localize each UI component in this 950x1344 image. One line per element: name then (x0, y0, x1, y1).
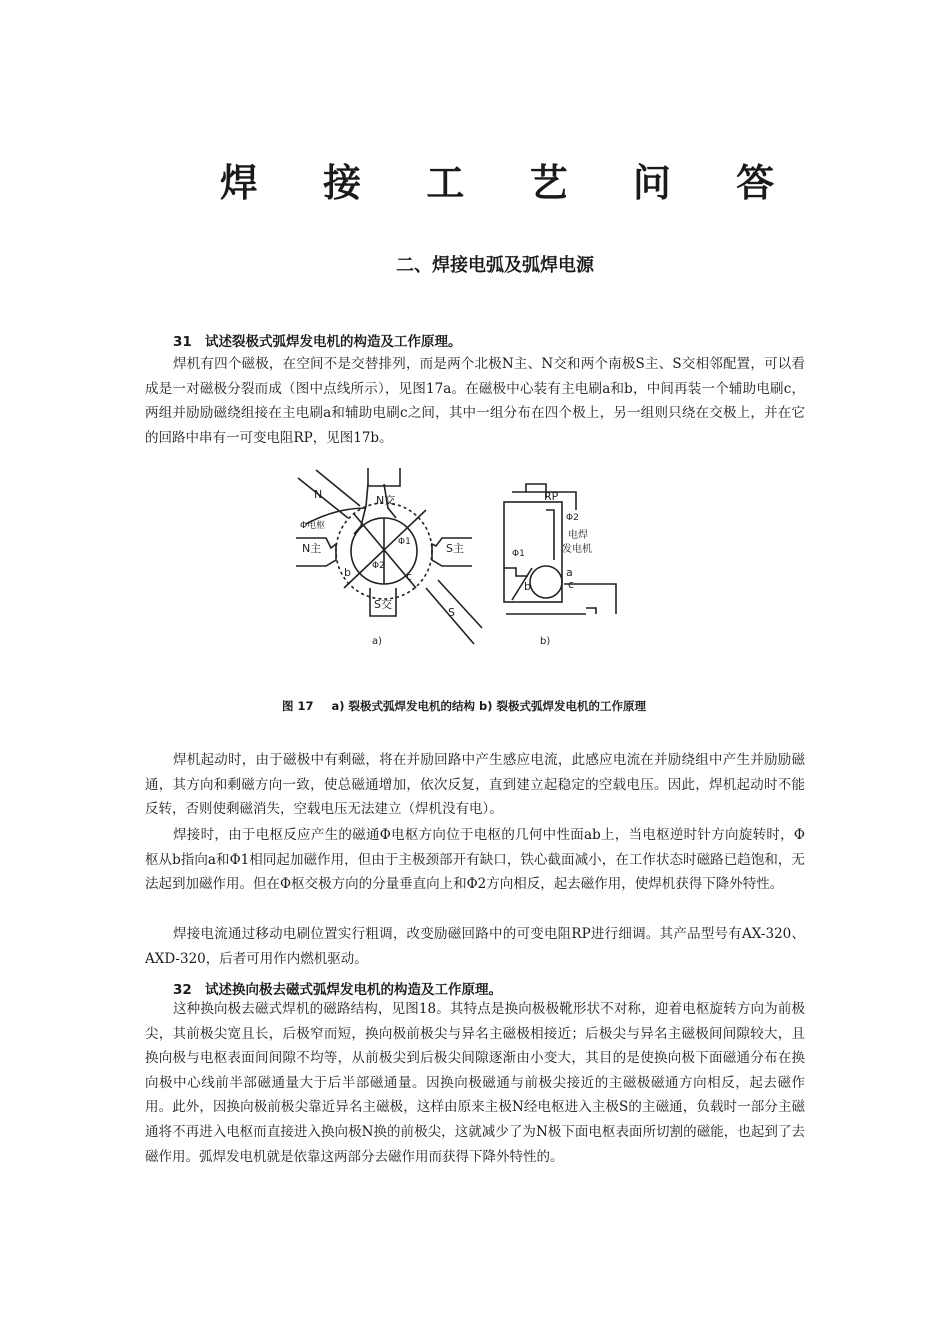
label-diagram-a: a) (372, 636, 383, 647)
figure-17-number: 图 17 (282, 699, 314, 713)
label-a-b: a (566, 566, 573, 579)
section-subtitle: 二、焊接电弧及弧焊电源 (396, 255, 594, 276)
label-c-a: c (406, 570, 413, 583)
q32-paragraph-1: 这种换向极去磁式焊机的磁路结构，见图18。其特点是换向极极靴形状不对称，迎着电枢旋转方向为前极尖，其前极尖宽且长，后极窄而短，换向极前极尖与异名主磁极相接近；后极尖与异名主磁极间间隙较大，且换向极与电枢表面间间隙不均等，从前极尖到后极尖间隙逐渐由小变大，其目的是使换向极下面磁通分布在换向极中心线前半部磁通量大于后半部磁通量。因换向极磁通与前极尖接近的主磁极磁通方向相反，起去磁作用。此外，因换向极前极尖靠近异名主磁极，这样由原来主极N经电枢进入主极S的主磁通，负载时一部分主磁通将不再进入电枢而直接进入换向极N换的前极尖，这就减少了为N极下面电枢表面所切割的磁能，也起到了去磁作用。弧焊发电机就是依靠这两部分去磁作用而获得下降外特性的。 (145, 1001, 805, 1165)
label-generator-1: 电焊 (568, 530, 588, 541)
label-phi2-a: Φ2 (372, 561, 385, 571)
label-diagram-b: b) (540, 636, 551, 647)
label-generator-2: 发电机 (562, 544, 592, 555)
q31-paragraph-1: 焊机有四个磁极，在空间不是交替排列，而是两个北极N主、N交和两个南极S主、S交相邻配置，可以看成是一对磁极分裂而成（图中点线所示），见图17a。在磁极中心装有主电刷a和b，中间再装一个辅助电刷c，两组并励励磁绕组接在主电刷a和辅助电刷c之间，其中一组分布在四个极上，另一组则只绕在交极上，并在它的回路中串有一可变电阻RP，见图17b。 (145, 356, 805, 446)
question-31-heading (173, 330, 462, 350)
label-s: S (448, 606, 455, 619)
label-s-ac: S交 (374, 598, 392, 611)
question-32-title: 试述换向极去磁式弧焊发电机的构造及工作原理。 (205, 982, 502, 998)
question-32-number: 32 (173, 982, 192, 998)
label-phi1-a: Φ1 (398, 537, 411, 547)
question-31-title: 试述裂极式弧焊发电机的构造及工作原理。 (205, 334, 462, 350)
q31-paragraph-2: 焊机起动时，由于磁极中有剩磁，将在并励回路中产生感应电流，此感应电流在并励绕组中产生并励励磁通，其方向和剩磁方向一致，使总磁通增加，依次反复，直到建立起稳定的空载电压。因此，焊机起动时不能反转，否则使剩磁消失，空载电压无法建立（焊机没有电）。 (145, 752, 805, 818)
question-31-number: 31 (173, 334, 192, 350)
pole-n-split (298, 470, 360, 518)
figure-17-caption-text: a) 裂极式弧焊发电机的结构 b) 裂极式弧焊发电机的工作原理 (331, 699, 647, 713)
label-n-ac: N交 (376, 494, 396, 507)
label-n: N (314, 488, 323, 501)
label-phi-armature: Φ电枢 (300, 521, 326, 531)
q31-paragraph-4: 焊接电流通过移动电刷位置实行粗调，改变励磁回路中的可变电阻RP进行细调。其产品型号有AX-320、AXD-320，后者可用作内燃机驱动。 (145, 926, 805, 967)
q31-paragraph-3: 焊接时，由于电枢反应产生的磁通Φ电枢方向位于电枢的几何中性面ab上，当电枢逆时针方向旋转时，Φ枢从b指向a和Φ1相同起加磁作用，但由于主极颈部开有缺口，铁心截面减小，在工作状态时磁路已趋饱和，无法起到加磁作用。但在Φ枢交极方向的分量垂直向上和Φ2方向相反，起去磁作用，使焊机获得下降外特性。 (145, 827, 805, 893)
label-c-b: c (568, 578, 575, 591)
label-rp: RP (544, 490, 559, 503)
pole-n-ac (368, 468, 400, 486)
label-b-a: b (344, 566, 351, 579)
figure-17 (276, 448, 674, 720)
generator-diagram (276, 448, 674, 720)
figure-17-caption (282, 698, 682, 714)
label-phi2-b: Φ2 (566, 513, 579, 523)
label-s-main: S主 (446, 542, 464, 555)
page-title: 焊 接 工 艺 问 答 (219, 161, 801, 205)
question-32-heading (173, 978, 502, 998)
label-n-main: N主 (302, 542, 322, 555)
label-b-b: b (524, 580, 531, 593)
label-phi1-b: Φ1 (512, 549, 525, 559)
armature-circle-b (530, 566, 562, 598)
